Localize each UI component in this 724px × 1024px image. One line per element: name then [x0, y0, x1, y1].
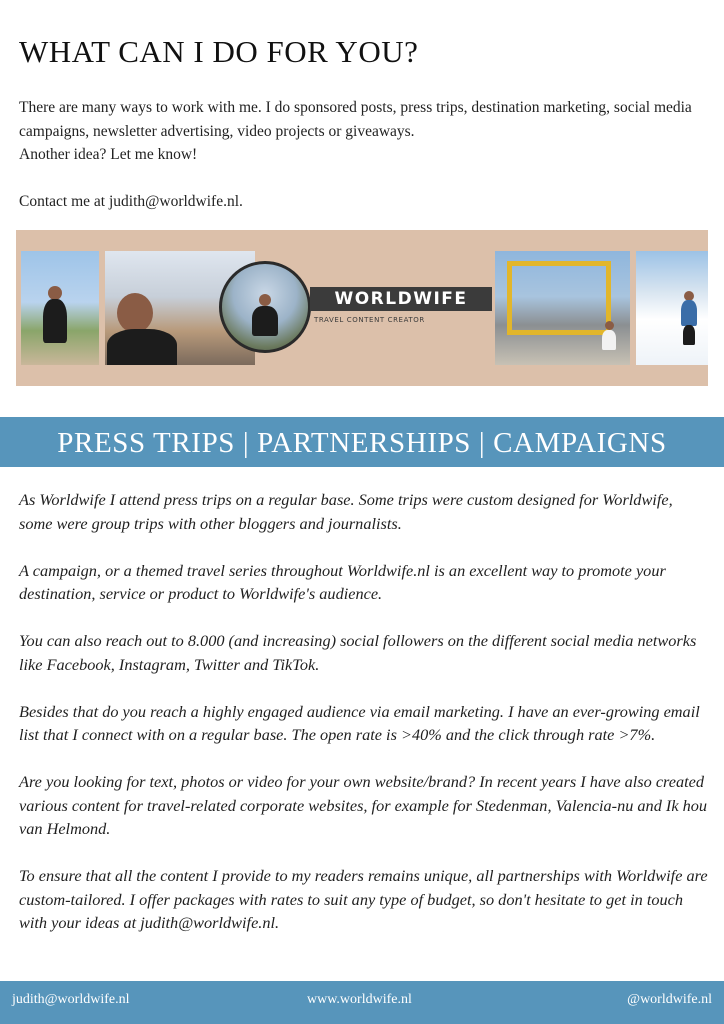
brand-name: WORLDWIFE: [334, 289, 468, 309]
section-band: [0, 417, 724, 467]
body-paragraph: Besides that do you reach a highly engaged audience via email marketing. I have an ever-growing email list that I connect with on a regular base. The open rate is >40% and the click through rate >7%.: [19, 701, 700, 744]
footer-social-link[interactable]: @worldwife.nl: [627, 992, 712, 1007]
body-paragraph: A campaign, or a themed travel series throughout Worldwife.nl is an excellent way to promote your destination, service or product to Worldwife's audience.: [19, 560, 666, 603]
banner-photo-ski: [636, 251, 708, 365]
footer-website-link[interactable]: www.worldwife.nl: [307, 992, 412, 1007]
section-title: PRESS TRIPS | PARTNERSHIPS | CAMPAIGNS: [57, 427, 667, 459]
intro-section: [19, 96, 709, 213]
banner-photo-table-mountain: [495, 251, 630, 365]
footer-email-link[interactable]: judith@worldwife.nl: [12, 992, 130, 1007]
brand-tagline: TRAVEL CONTENT CREATOR: [314, 316, 425, 324]
banner-photo-circle: [219, 261, 311, 353]
contact-line: Contact me at judith@worldwife.nl.: [19, 192, 243, 210]
intro-paragraph: There are many ways to work with me. I do sponsored posts, press trips, destination marketing, social media campaigns, newsletter advertising, video projects or giveaways.: [19, 99, 692, 140]
yellow-frame: [507, 261, 611, 335]
brand-banner: [16, 230, 708, 386]
body-paragraph: To ensure that all the content I provide to my readers remains unique, all partnerships with Worldwife are custom-tailored. I offer packages with rates to suit any type of budget, so don't hesitate to get in touch with your ideas at judith@worldwife.nl.: [19, 866, 708, 932]
body-paragraph: You can also reach out to 8.000 (and increasing) social followers on the different social media networks like Facebook, Instagram, Twitter and TikTok.: [19, 631, 697, 674]
brand-logo: [310, 287, 492, 311]
intro-idea-line: Another idea? Let me know!: [19, 146, 198, 163]
body-section: [19, 488, 709, 958]
banner-photo-mural: [21, 251, 99, 365]
footer: [0, 981, 724, 1024]
body-paragraph: Are you looking for text, photos or video for your own website/brand? In recent years I have also created various content for travel-related corporate websites, for example for Stedenman, Valencia-nu and Ik hou van Helmond.: [19, 772, 708, 838]
body-paragraph: As Worldwife I attend press trips on a regular base. Some trips were custom designed for Worldwife, some were group trips with other bloggers and journalists.: [19, 490, 673, 533]
page-title: WHAT CAN I DO FOR YOU?: [19, 34, 419, 69]
